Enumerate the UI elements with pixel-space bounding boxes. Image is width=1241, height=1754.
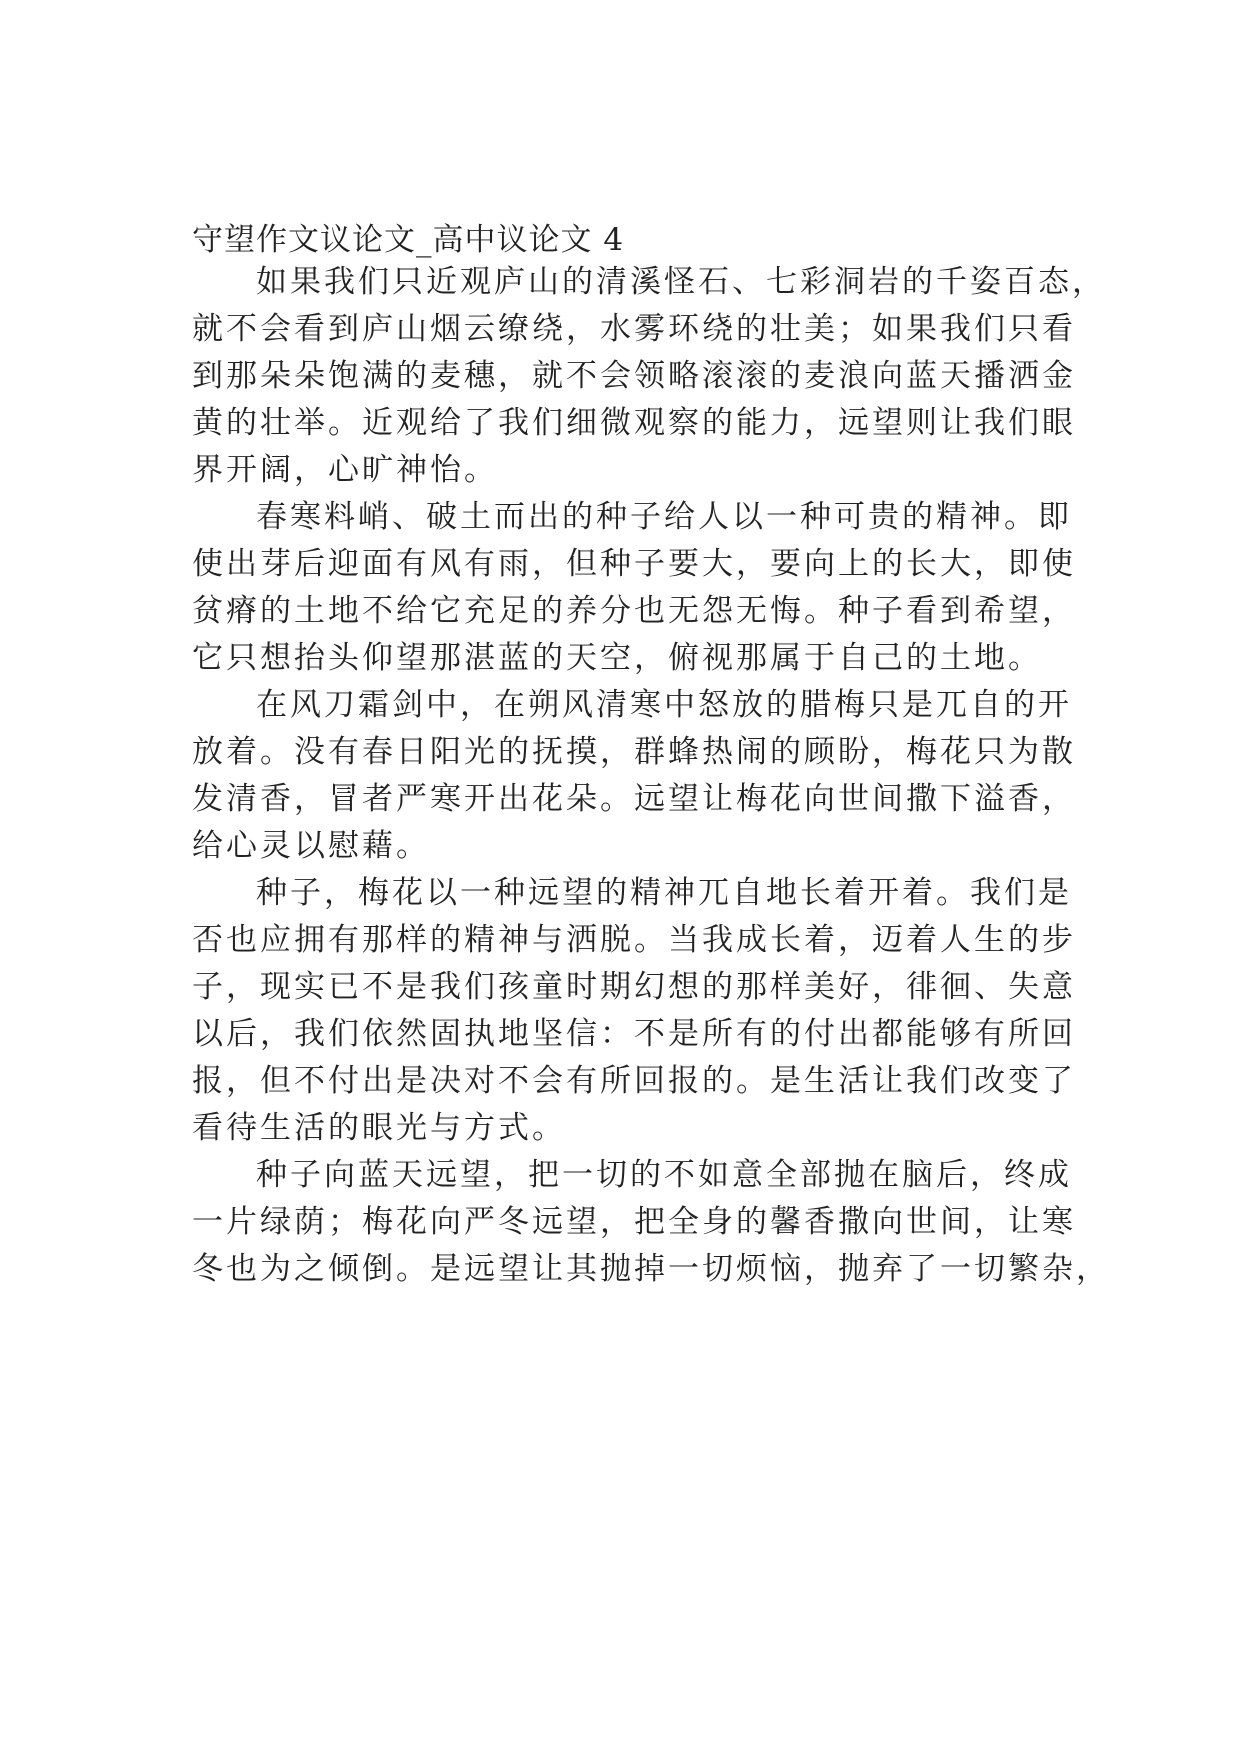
- paragraph-2-line-1: 春寒料峭、破土而出的种子给人以一种可贵的精神。即: [256, 499, 1072, 535]
- paragraph-4-line-1: 种子，梅花以一种远望的精神兀自地长着开着。我们是: [256, 875, 1072, 911]
- paragraph-2-line-2: 使出芽后迎面有风有雨，但种子要大，要向上的长大，即使: [192, 546, 1076, 582]
- paragraph-5-line-3: 冬也为之倾倒。是远望让其抛掉一切烦恼，抛弃了一切繁杂，: [192, 1251, 1110, 1287]
- paragraph-1-line-4: 黄的壮举。近观给了我们细微观察的能力，远望则让我们眼: [192, 405, 1076, 441]
- paragraph-3-line-1: 在风刀霜剑中，在朔风清寒中怒放的腊梅只是兀自的开: [256, 687, 1072, 723]
- paragraph-4-line-2: 否也应拥有那样的精神与洒脱。当我成长着，迈着人生的步: [192, 922, 1076, 958]
- paragraph-1-line-3: 到那朵朵饱满的麦穗，就不会领略滚滚的麦浪向蓝天播洒金: [192, 358, 1076, 394]
- paragraph-5-line-1: 种子向蓝天远望，把一切的不如意全部抛在脑后，终成: [256, 1157, 1072, 1193]
- paragraph-3-line-2: 放着。没有春日阳光的抚摸，群蜂热闹的顾盼，梅花只为散: [192, 734, 1076, 770]
- paragraph-4-line-4: 以后，我们依然固执地坚信：不是所有的付出都能够有所回: [192, 1016, 1076, 1052]
- paragraph-5-line-2: 一片绿荫；梅花向严冬远望，把全身的馨香撒向世间，让寒: [192, 1204, 1076, 1240]
- paragraph-1-line-5: 界开阔，心旷神怡。: [192, 452, 498, 488]
- paragraph-4-line-5: 报，但不付出是决对不会有所回报的。是生活让我们改变了: [192, 1063, 1076, 1099]
- paragraph-1-line-1: 如果我们只近观庐山的清溪怪石、七彩洞岩的千姿百态，: [256, 264, 1106, 300]
- paragraph-2-line-3: 贫瘠的土地不给它充足的养分也无怨无悔。种子看到希望，: [192, 593, 1076, 629]
- paragraph-3-line-4: 给心灵以慰藉。: [192, 828, 430, 864]
- document-title: 守望作文议论文_高中议论文 4: [192, 222, 625, 258]
- paragraph-4-line-3: 子，现实已不是我们孩童时期幻想的那样美好，徘徊、失意: [192, 969, 1076, 1005]
- paragraph-3-line-3: 发清香，冒者严寒开出花朵。远望让梅花向世间撒下溢香，: [192, 781, 1076, 817]
- paragraph-4-line-6: 看待生活的眼光与方式。: [192, 1110, 566, 1146]
- paragraph-1-line-2: 就不会看到庐山烟云缭绕，水雾环绕的壮美；如果我们只看: [192, 311, 1076, 347]
- paragraph-2-line-4: 它只想抬头仰望那湛蓝的天空，俯视那属于自己的土地。: [192, 640, 1042, 676]
